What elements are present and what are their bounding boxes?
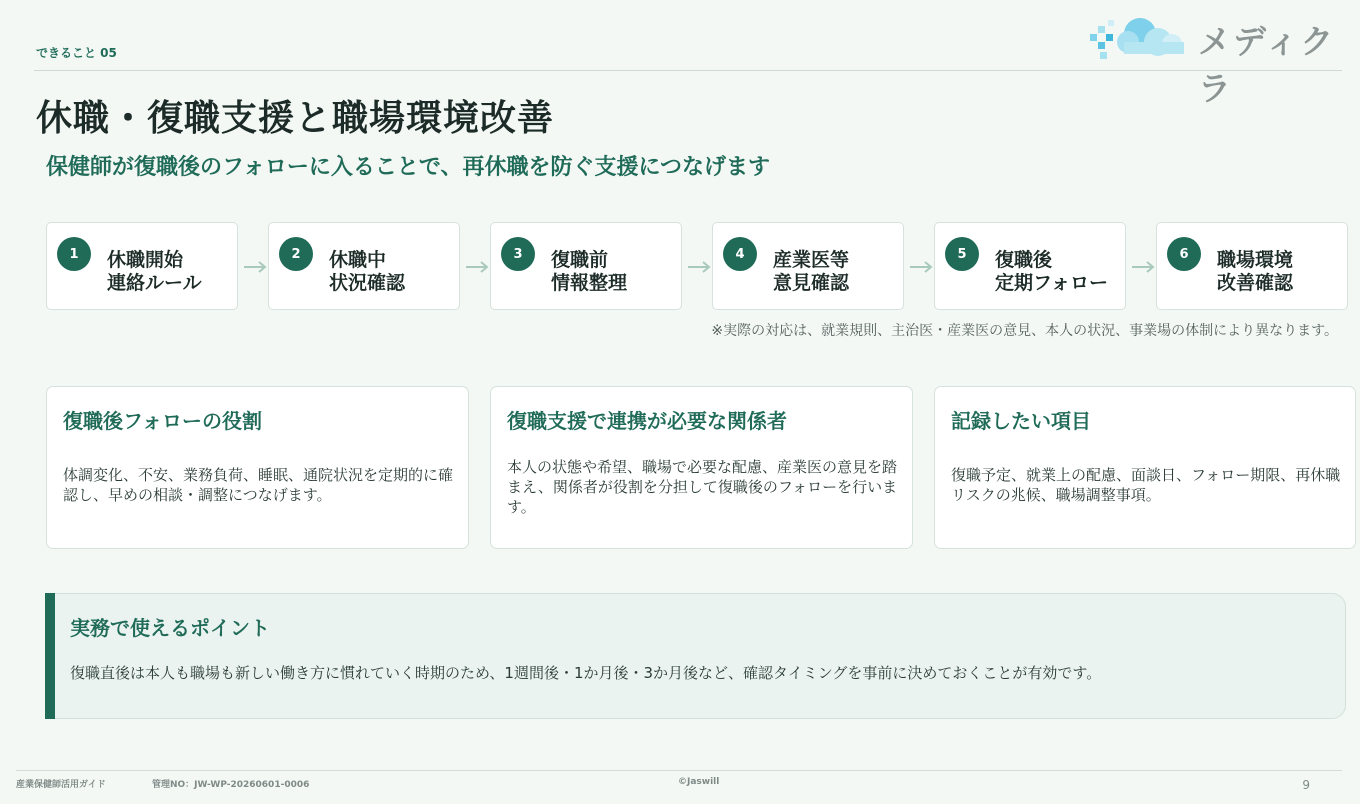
arrow-right-icon [242, 260, 270, 274]
header-divider [34, 70, 1342, 71]
page-title: 休職・復職支援と職場環境改善 [36, 98, 555, 139]
step-label: 産業医等 意見確認 [773, 249, 850, 294]
step-label: 復職後 定期フォロー [995, 249, 1109, 294]
point-title: 実務で使えるポイント [70, 616, 270, 640]
card-body: 体調変化、不安、業務負荷、睡眠、通院状況を定期的に確認し、早めの相談・調整につなげます。 [63, 466, 454, 504]
step-number-badge: 4 [723, 237, 757, 271]
step-label: 復職前 情報整理 [551, 249, 628, 294]
arrow-right-icon [908, 260, 936, 274]
logo-text: メディクラ [1198, 22, 1336, 108]
brand-logo [1088, 8, 1348, 108]
page-subtitle: 保健師が復職後のフォローに入ることで、再休職を防ぐ支援につなげます [46, 155, 771, 180]
card-body: 本人の状態や希望、職場で必要な配慮、産業医の意見を踏まえ、関係者が役割を分担して復職後のフォローを行います。 [507, 458, 898, 516]
footer-copyright: ©Jaswill [678, 777, 720, 787]
process-step-4 [712, 222, 904, 310]
step-label: 職場環境 改善確認 [1217, 249, 1294, 294]
disclaimer-note: ※実際の対応は、就業規則、主治医・産業医の意見、本人の状況、事業場の体制により異なります。 [711, 323, 1338, 339]
step-number-badge: 2 [279, 237, 313, 271]
info-card-record-items [934, 386, 1356, 549]
cloud-logo-icon [1088, 8, 1198, 64]
step-number-badge: 5 [945, 237, 979, 271]
card-title: 記録したい項目 [951, 409, 1091, 433]
page-number: 9 [1302, 778, 1310, 792]
practical-point-panel [45, 593, 1346, 719]
arrow-right-icon [686, 260, 714, 274]
step-number-badge: 1 [57, 237, 91, 271]
footer-doc-number: 管理NO：JW-WP-20260601-0006 [152, 780, 310, 790]
process-step-2 [268, 222, 460, 310]
process-step-5 [934, 222, 1126, 310]
card-body: 復職予定、就業上の配慮、面談日、フォロー期限、再休職リスクの兆候、職場調整事項。 [951, 466, 1341, 504]
process-step-6 [1156, 222, 1348, 310]
section-label: できること 05 [36, 46, 117, 60]
card-title: 復職後フォローの役割 [63, 409, 262, 433]
process-step-1 [46, 222, 238, 310]
info-card-follow-role [46, 386, 469, 549]
step-number-badge: 6 [1167, 237, 1201, 271]
accent-bar [45, 593, 55, 719]
step-number-badge: 3 [501, 237, 535, 271]
step-label: 休職中 状況確認 [329, 249, 406, 294]
point-body: 復職直後は本人も職場も新しい働き方に慣れていく時期のため、1週間後・1か月後・3か月後など、確認タイミングを事前に決めておくことが有効です。 [70, 664, 1102, 682]
arrow-right-icon [1130, 260, 1158, 274]
step-label: 休職開始 連絡ルール [107, 249, 202, 294]
footer-divider [16, 770, 1342, 771]
info-card-stakeholders [490, 386, 913, 549]
card-title: 復職支援で連携が必要な関係者 [507, 409, 787, 433]
footer-guide-title: 産業保健師活用ガイド [16, 780, 106, 790]
arrow-right-icon [464, 260, 492, 274]
process-step-3 [490, 222, 682, 310]
